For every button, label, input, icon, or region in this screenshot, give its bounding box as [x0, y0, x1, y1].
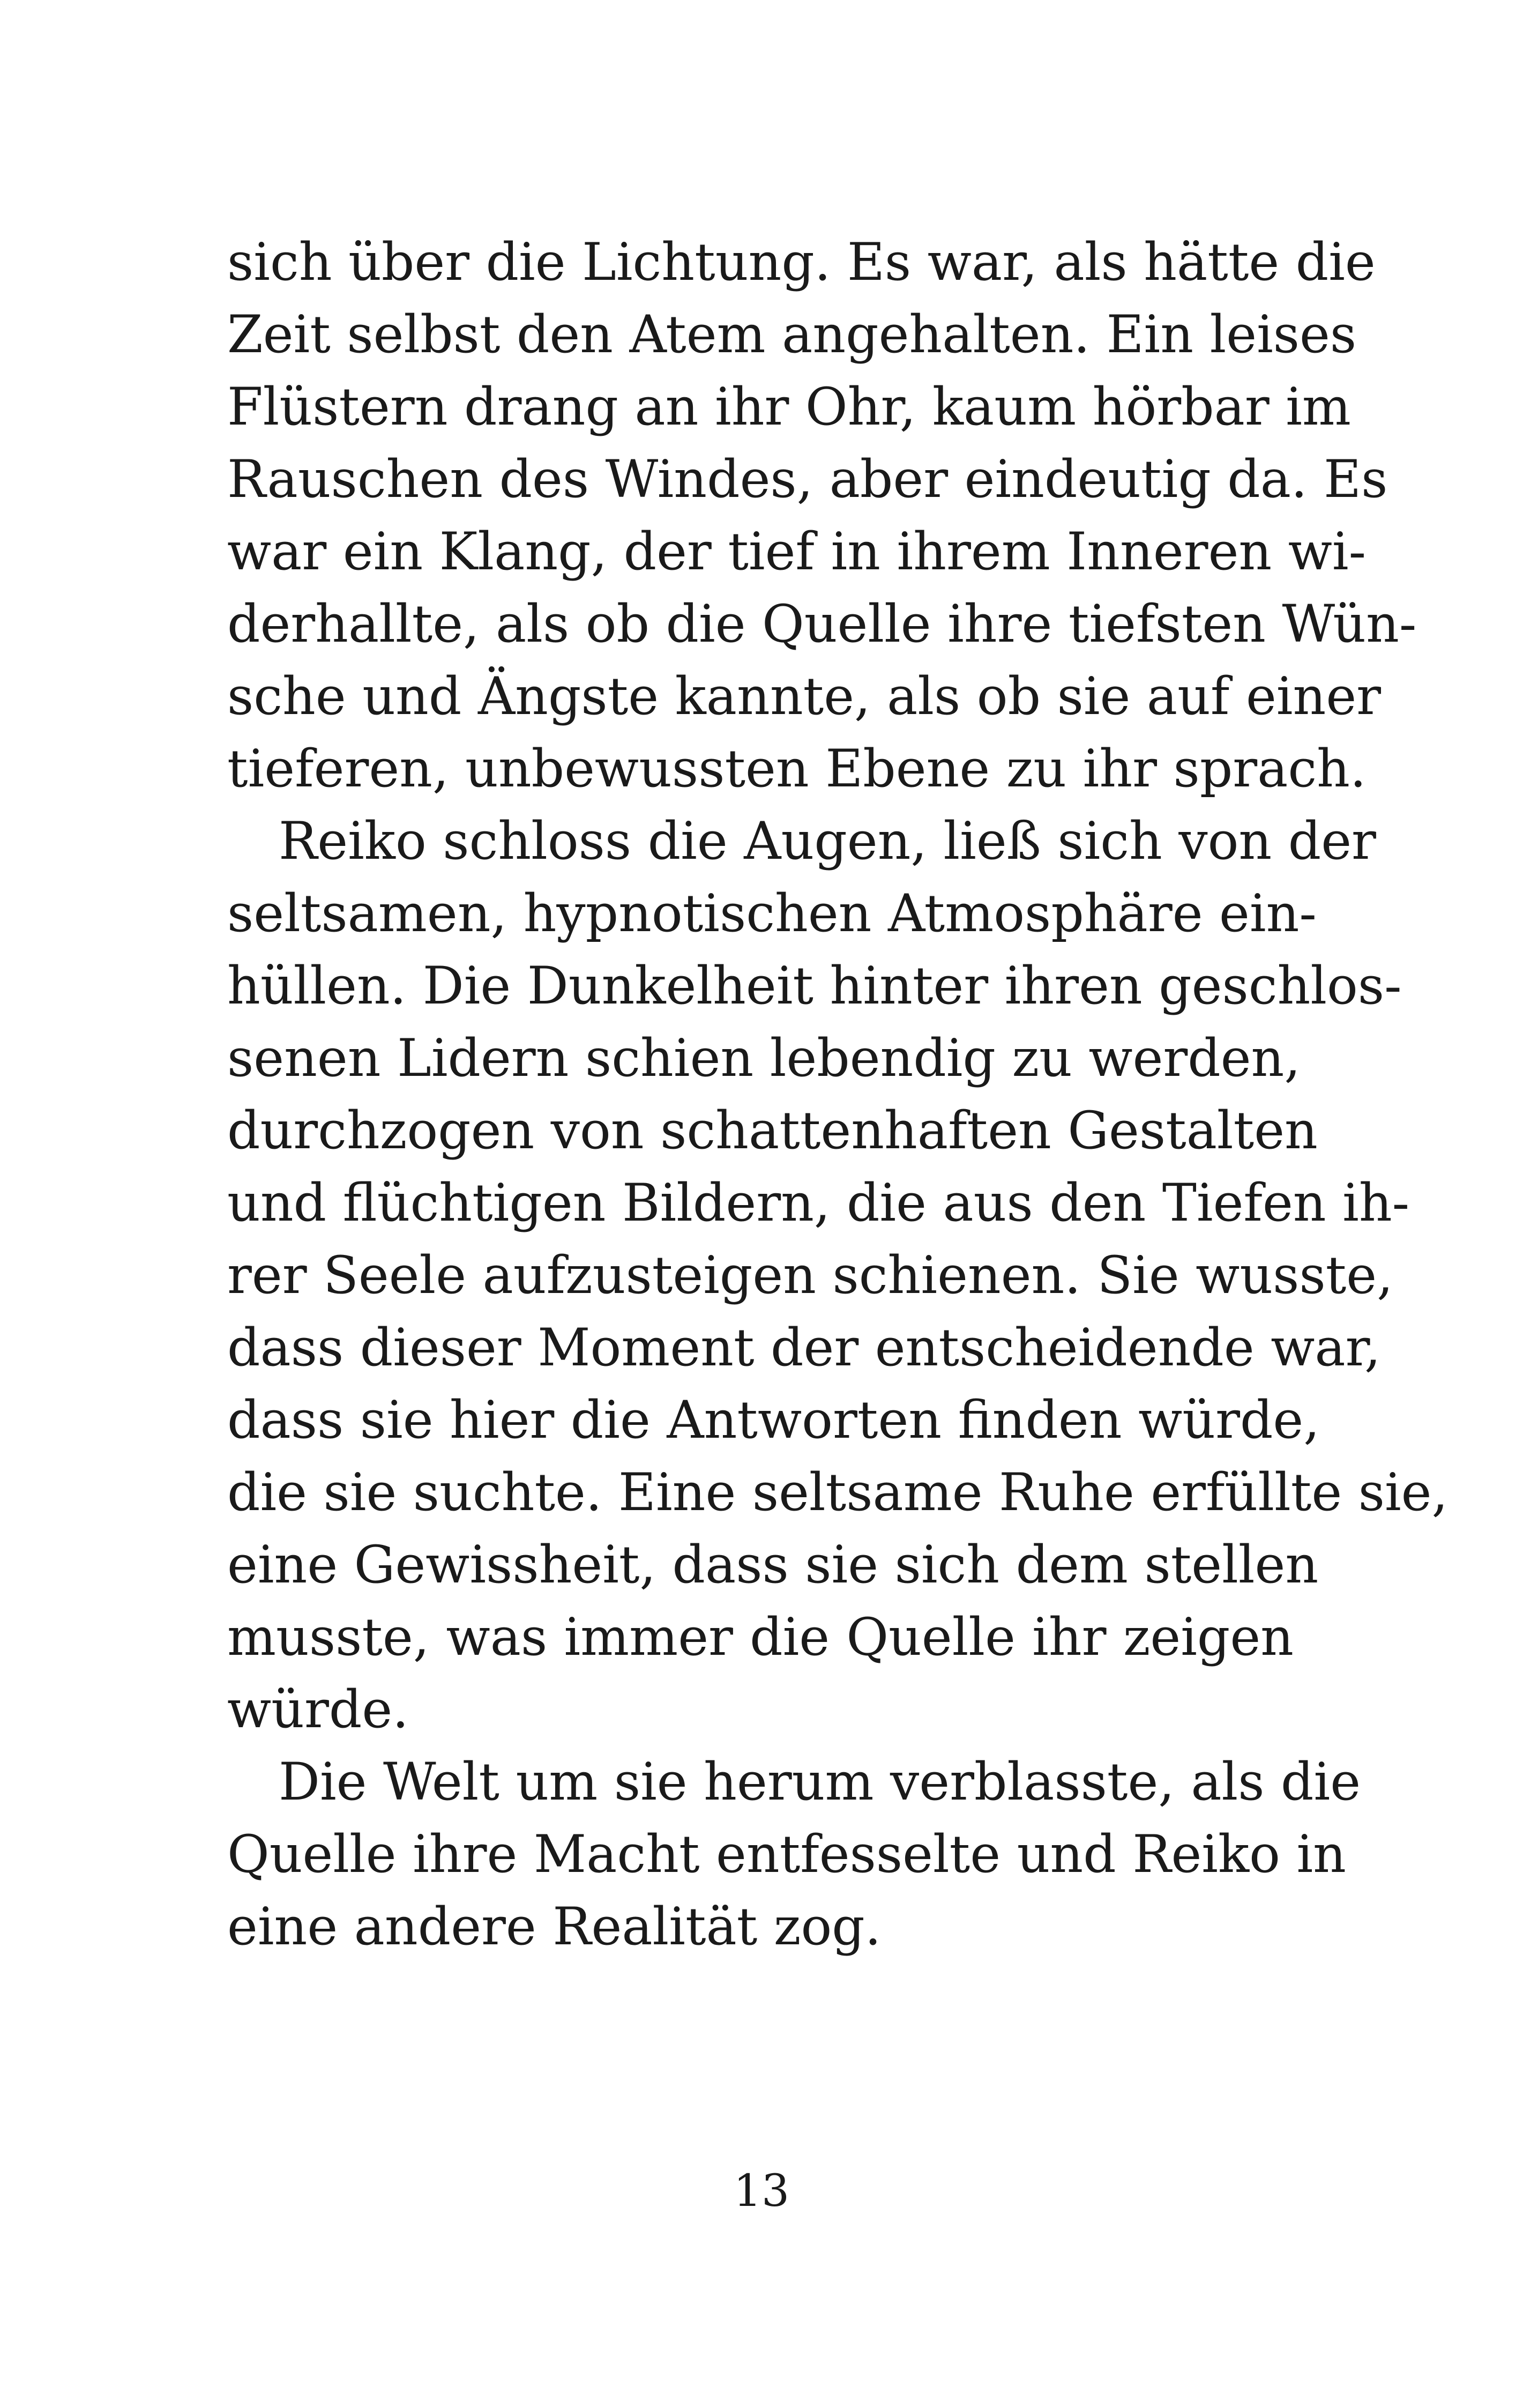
- text-line: Flüstern drang an ihr Ohr, kaum hörbar im: [227, 377, 1351, 437]
- text-line: sich über die Lichtung. Es war, als hätte die: [227, 232, 1376, 292]
- text-line: durchzogen von schattenhaften Gestalten: [227, 1101, 1318, 1161]
- text-line: rer Seele aufzusteigen schienen. Sie wusste,: [227, 1245, 1393, 1305]
- text-line: war ein Klang, der tief in ihrem Inneren wi-: [227, 522, 1367, 582]
- text-line: eine Gewissheit, dass sie sich dem stellen: [227, 1535, 1319, 1595]
- text-line: dass sie hier die Antworten finden würde,: [227, 1390, 1320, 1450]
- text-line: derhallte, als ob die Quelle ihre tiefsten Wün-: [227, 594, 1417, 654]
- text-line: hüllen. Die Dunkelheit hinter ihren geschlos-: [227, 956, 1402, 1016]
- text-line: Quelle ihre Macht entfesselte und Reiko in: [227, 1824, 1346, 1884]
- text-line: seltsamen, hypnotischen Atmosphäre ein-: [227, 883, 1317, 943]
- text-line: musste, was immer die Quelle ihr zeigen: [227, 1607, 1294, 1667]
- text-line: dass dieser Moment der entscheidende war,: [227, 1318, 1381, 1378]
- body-text: [227, 226, 1448, 1963]
- page-number: 13: [733, 2166, 790, 2217]
- text-line: tieferen, unbewussten Ebene zu ihr sprach.: [227, 739, 1367, 799]
- text-line: würde.: [227, 1679, 409, 1740]
- text-line: die sie suchte. Eine seltsame Ruhe erfüllte sie,: [227, 1462, 1448, 1522]
- text-line: senen Lidern schien lebendig zu werden,: [227, 1028, 1301, 1088]
- text-line: eine andere Realität zog.: [227, 1897, 882, 1957]
- text-line: Die Welt um sie herum verblasste, als die: [279, 1752, 1361, 1812]
- text-line: Rauschen des Windes, aber eindeutig da. Es: [227, 449, 1388, 509]
- text-line: und flüchtigen Bildern, die aus den Tiefen ih-: [227, 1173, 1410, 1233]
- text-line: Zeit selbst den Atem angehalten. Ein leises: [227, 304, 1357, 365]
- text-line: sche und Ängste kannte, als ob sie auf einer: [227, 666, 1382, 726]
- text-line: Reiko schloss die Augen, ließ sich von der: [279, 811, 1376, 871]
